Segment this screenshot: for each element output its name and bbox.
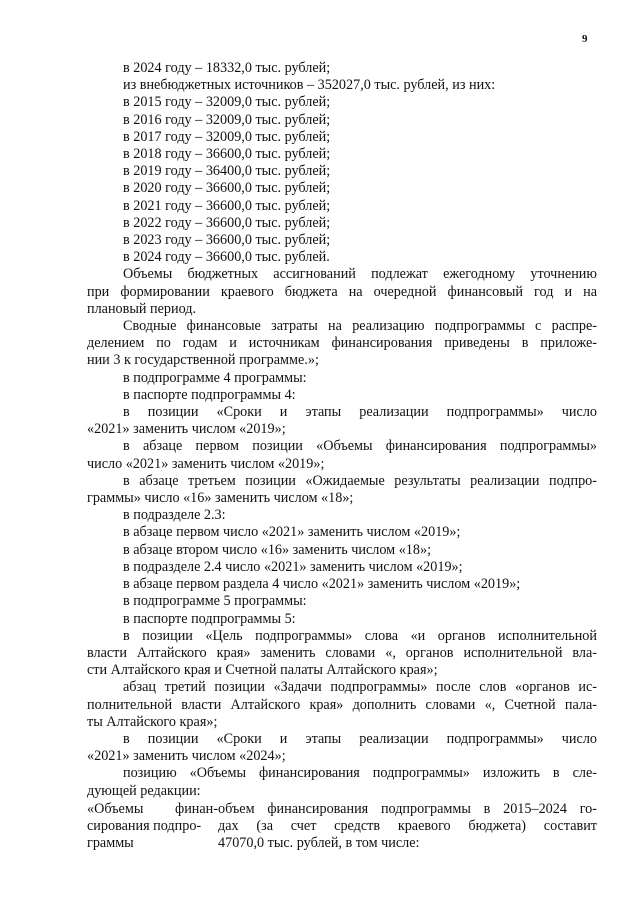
text-line: ты Алтайского края»; [87, 713, 218, 730]
text-line: сирования подпро- [87, 817, 202, 834]
paragraph-results-4 [87, 473, 597, 507]
paragraph-summary [87, 318, 597, 370]
paragraph-budget [87, 266, 597, 318]
text-line: 47070,0 тыс. рублей, в том числе: [218, 835, 420, 852]
list-item: в 2024 году – 36600,0 тыс. рублей. [123, 249, 330, 266]
text-line: абзац третий позиции «Задачи подпрограммы» после слов «органов ис- [123, 679, 597, 696]
text-line: при формировании краевого бюджета на очередной финансовый год и на [87, 283, 597, 300]
line-passport-4: в паспорте подпрограммы 4: [123, 386, 296, 403]
list-item: в 2021 году – 36600,0 тыс. рублей; [123, 197, 331, 214]
text-line: «2021» заменить числом «2024»; [87, 748, 286, 765]
text-line: «Объемы финан- [87, 800, 218, 817]
paragraph-volumes-4 [87, 438, 597, 472]
text-line: объем финансирования подпрограммы в 2015–2024 го- [218, 800, 597, 817]
list-item: в 2023 году – 36600,0 тыс. рублей; [123, 232, 331, 249]
text-line: число «2021» заменить числом «2019»; [87, 455, 325, 472]
list-item: в 2018 году – 36600,0 тыс. рублей; [123, 146, 331, 163]
text-line: Объемы бюджетных ассигнований подлежат ежегодному уточнению [123, 266, 597, 283]
text-line: в позиции «Сроки и этапы реализации подпрограммы» число [123, 730, 597, 747]
text-line: Сводные финансовые затраты на реализацию подпрограммы с распре- [123, 318, 597, 335]
text-line: в абзаце первом позиции «Объемы финансирования подпрограммы» [123, 438, 597, 455]
text-line: дующей редакции: [87, 782, 201, 799]
table-cell-value [218, 801, 597, 853]
paragraph-goal-5 [87, 628, 597, 680]
passport-table-row [87, 801, 597, 853]
text-line: нии 3 к государственной программе.»; [87, 352, 319, 369]
text-line: позицию «Объемы финансирования подпрограммы» изложить в сле- [123, 765, 597, 782]
paragraph-terms-4 [87, 404, 597, 438]
line-section-2-4: в подразделе 2.4 число «2021» заменить числом «2019»; [123, 558, 463, 575]
text-line: граммы» число «16» заменить числом «18»; [87, 490, 354, 507]
text-line: власти Алтайского края» заменить словами «, органов исполнительной вла- [87, 644, 597, 661]
text-line: делением по годам и источникам финансирования приведены в приложе- [87, 335, 597, 352]
list-item: в 2020 году – 36600,0 тыс. рублей; [123, 180, 331, 197]
paragraph-tasks-5 [87, 679, 597, 731]
page-number: 9 [582, 33, 588, 45]
list-item: в 2016 году – 32009,0 тыс. рублей; [123, 111, 331, 128]
paragraph-terms-5 [87, 731, 597, 765]
text-line: полнительной власти Алтайского края» дополнить словами «, Счетной пала- [87, 696, 597, 713]
text-line: сти Алтайского края и Счетной палаты Алтайского края»; [87, 662, 438, 679]
list-item: в 2017 году – 32009,0 тыс. рублей; [123, 128, 331, 145]
text-line: «2021» заменить числом «2019»; [87, 421, 286, 438]
line-subprogram-5: в подпрограмме 5 программы: [123, 593, 307, 610]
list-item: в 2022 году – 36600,0 тыс. рублей; [123, 214, 331, 231]
list-item: из внебюджетных источников – 352027,0 тыс. рублей, из них: [123, 77, 496, 94]
table-cell-label [87, 801, 218, 853]
text-line: в позиции «Сроки и этапы реализации подпрограммы» число [123, 404, 597, 421]
line-paragraph-2: в абзаце втором число «16» заменить числом «18»; [123, 541, 432, 558]
line-subprogram-4: в подпрограмме 4 программы: [123, 369, 307, 386]
list-item: в 2015 году – 32009,0 тыс. рублей; [123, 94, 331, 111]
text-line: граммы [87, 835, 134, 852]
line-section-2-3: в подразделе 2.3: [123, 507, 226, 524]
paragraph-volumes-5 [87, 765, 597, 799]
text-line: дах (за счет средств краевого бюджета) составит [218, 817, 597, 834]
text-line: плановый период. [87, 300, 197, 317]
text-line: в позиции «Цель подпрограммы» слова «и органов исполнительной [123, 627, 597, 644]
line-passport-5: в паспорте подпрограммы 5: [123, 610, 296, 627]
document-body [87, 60, 597, 852]
list-item: в 2024 году – 18332,0 тыс. рублей; [123, 60, 331, 76]
line-section-4: в абзаце первом раздела 4 число «2021» заменить числом «2019»; [123, 576, 521, 593]
text-line: в абзаце третьем позиции «Ожидаемые результаты реализации подпро- [123, 472, 597, 489]
list-item: в 2019 году – 36400,0 тыс. рублей; [123, 163, 331, 180]
line-paragraph-1: в абзаце первом число «2021» заменить числом «2019»; [123, 524, 461, 541]
funding-list [87, 60, 597, 266]
